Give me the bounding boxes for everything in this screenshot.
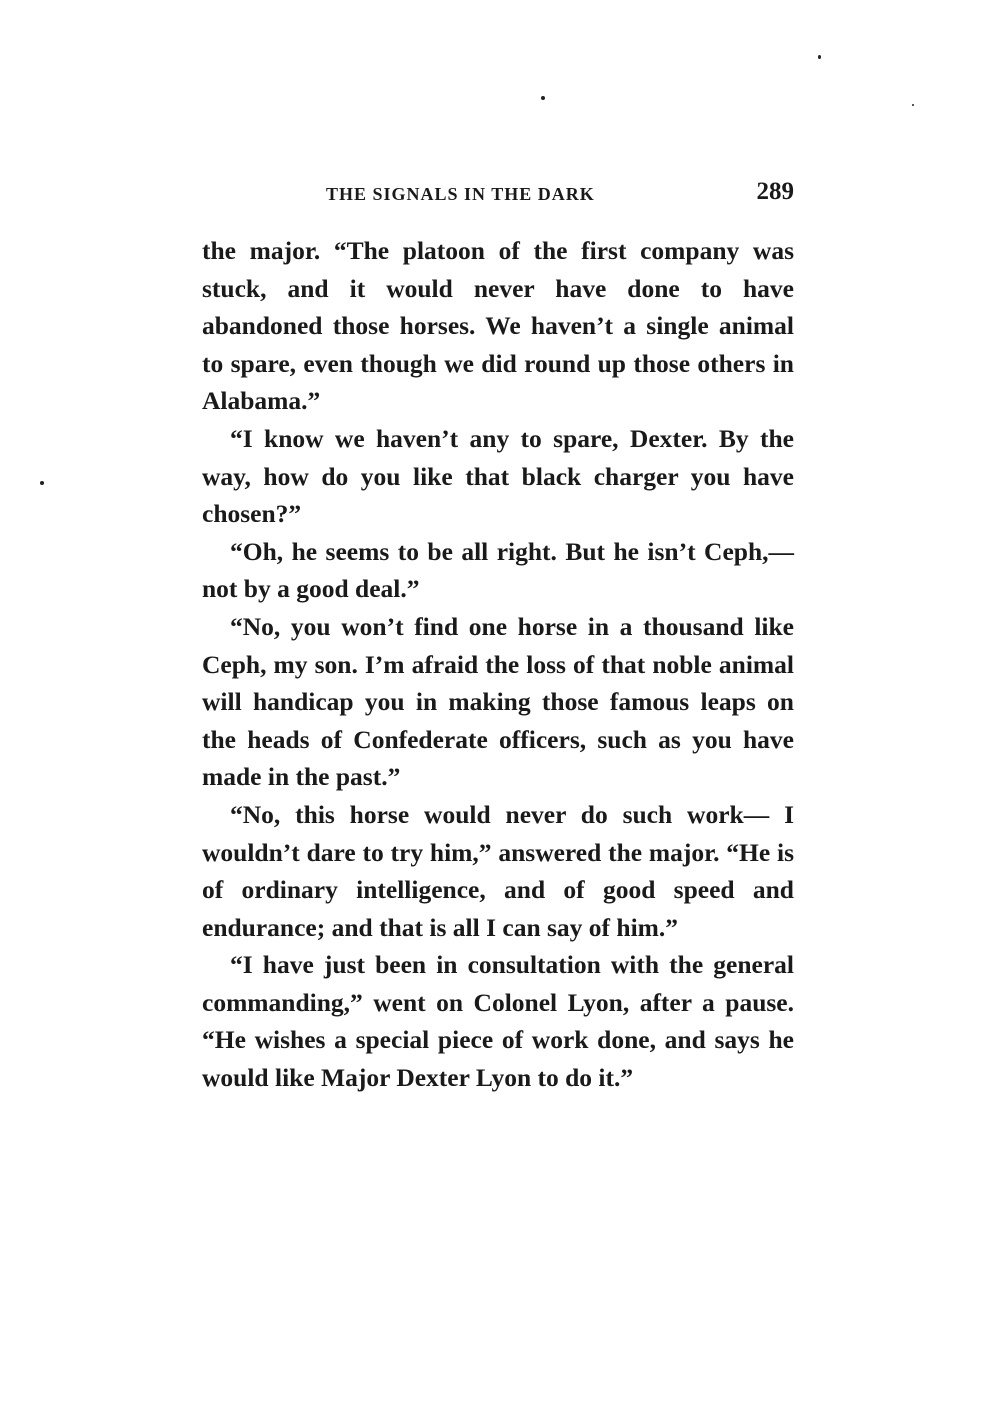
paragraph-continuation: the major. “The platoon of the first company was stuck, and it would never have done to have abandoned those horses. We haven’t a single animal to spare, even though we did round up those others in Alabama.” <box>202 236 794 416</box>
paragraph: “Oh, he seems to be all right. But he isn’t Ceph,—not by a good deal.” <box>202 536 794 604</box>
paragraph: “No, you won’t find one horse in a thousand like Ceph, my son. I’m afraid the loss of that noble animal will handicap you in making those famous leaps on the heads of Confederate officers, such as you have made in the past.” <box>202 611 794 792</box>
body-text <box>202 232 794 1097</box>
paragraph: “No, this horse would never do such work— I wouldn’t dare to try him,” answered the major. “He is of ordinary intelligence, and of good speed and endurance; and that is all I can say of him.” <box>202 799 794 942</box>
running-title: THE SIGNALS IN THE DARK <box>326 184 595 204</box>
running-head <box>202 178 794 214</box>
print-speck <box>818 55 821 59</box>
paragraph: “I have just been in consultation with the general commanding,” went on Colonel Lyon, after a pause. “He wishes a special piece of work done, and says he would like Major Dexter Lyon to do it.” <box>202 950 794 1093</box>
paragraph: “I know we haven’t any to spare, Dexter. By the way, how do you like that black charger you have chosen?” <box>202 423 794 529</box>
page-number: 289 <box>756 178 794 205</box>
print-speck <box>40 481 44 485</box>
print-speck <box>541 96 545 100</box>
print-speck <box>912 104 914 106</box>
